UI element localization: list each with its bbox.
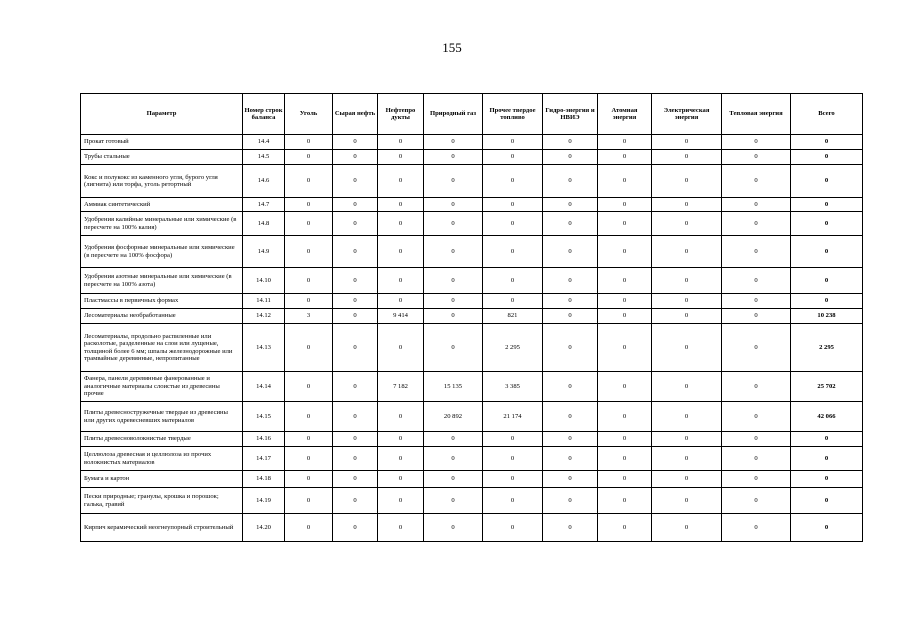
header-cell: Уголь [285,94,333,135]
row-number: 14.8 [243,212,285,236]
cell-value: 0 [285,294,333,309]
cell-value: 0 [598,432,652,447]
cell-value: 0 [333,150,378,165]
cell-value: 0 [483,150,543,165]
row-label: Пески природные; гранулы, крошка и порошок; галька, гравий [81,488,243,514]
cell-value: 0 [598,294,652,309]
row-number: 14.15 [243,402,285,432]
cell-value: 0 [483,432,543,447]
cell-value: 0 [333,268,378,294]
cell-value: 0 [333,212,378,236]
cell-value: 0 [722,372,791,402]
cell-value: 0 [424,212,483,236]
energy-balance-table [80,93,863,542]
cell-value: 0 [378,488,424,514]
cell-value: 0 [598,198,652,212]
cell-value: 0 [598,212,652,236]
row-number: 14.13 [243,324,285,372]
cell-value: 0 [285,432,333,447]
row-number: 14.9 [243,236,285,268]
row-label: Аммиак синтетический [81,198,243,212]
cell-value: 0 [598,309,652,324]
cell-value: 0 [333,432,378,447]
table-row [81,294,863,309]
cell-value: 0 [543,268,598,294]
cell-value: 0 [652,268,722,294]
cell-value: 21 174 [483,402,543,432]
cell-value: 0 [333,324,378,372]
cell-value: 0 [378,236,424,268]
cell-value: 0 [378,268,424,294]
cell-value: 0 [483,236,543,268]
cell-value: 0 [722,212,791,236]
cell-value: 0 [598,471,652,488]
row-number: 14.6 [243,165,285,198]
cell-total: 0 [791,165,863,198]
cell-value: 0 [652,471,722,488]
cell-value: 0 [543,135,598,150]
header-cell: Природный газ [424,94,483,135]
cell-value: 0 [598,324,652,372]
row-label: Удобрения азотные минеральные или химические (в пересчете на 100% азота) [81,268,243,294]
row-number: 14.10 [243,268,285,294]
cell-value: 0 [598,514,652,542]
cell-value: 0 [722,447,791,471]
table-row [81,135,863,150]
cell-value: 0 [424,135,483,150]
cell-value: 0 [652,236,722,268]
cell-value: 0 [652,488,722,514]
header-cell: Сырая нефть [333,94,378,135]
cell-value: 0 [483,294,543,309]
cell-value: 0 [543,198,598,212]
cell-value: 0 [424,268,483,294]
row-label: Целлюлоза древесная и целлюлоза из прочих волокнистых материалов [81,447,243,471]
cell-value: 0 [378,150,424,165]
cell-value: 0 [652,372,722,402]
header-cell: Атомная энергия [598,94,652,135]
cell-value: 0 [543,150,598,165]
cell-total: 2 295 [791,324,863,372]
cell-value: 0 [722,198,791,212]
cell-total: 0 [791,432,863,447]
row-number: 14.12 [243,309,285,324]
cell-value: 7 182 [378,372,424,402]
cell-value: 0 [652,165,722,198]
cell-value: 0 [652,135,722,150]
cell-value: 0 [483,268,543,294]
cell-value: 0 [722,471,791,488]
cell-value: 0 [722,514,791,542]
cell-value: 0 [543,324,598,372]
cell-value: 0 [424,447,483,471]
cell-value: 0 [722,135,791,150]
table-row [81,198,863,212]
row-label: Лесоматериалы необработанные [81,309,243,324]
cell-value: 0 [285,514,333,542]
cell-value: 0 [722,432,791,447]
cell-value: 0 [378,135,424,150]
cell-value: 0 [722,402,791,432]
cell-value: 0 [333,488,378,514]
cell-value: 0 [722,268,791,294]
cell-value: 0 [543,514,598,542]
cell-value: 0 [333,471,378,488]
cell-value: 0 [652,309,722,324]
cell-value: 0 [652,324,722,372]
table-row [81,309,863,324]
cell-value: 0 [378,514,424,542]
table-row [81,324,863,372]
cell-value: 0 [483,165,543,198]
row-label: Бумага и картон [81,471,243,488]
cell-value: 0 [543,236,598,268]
cell-value: 0 [424,294,483,309]
cell-total: 0 [791,198,863,212]
cell-value: 0 [543,432,598,447]
cell-value: 0 [483,471,543,488]
page-number: 155 [442,40,462,55]
cell-total: 25 702 [791,372,863,402]
cell-value: 0 [483,447,543,471]
cell-value: 0 [543,488,598,514]
cell-value: 821 [483,309,543,324]
row-number: 14.20 [243,514,285,542]
cell-value: 0 [424,150,483,165]
cell-total: 0 [791,212,863,236]
cell-value: 0 [285,268,333,294]
cell-value: 0 [598,268,652,294]
cell-value: 0 [424,432,483,447]
cell-value: 0 [722,324,791,372]
cell-value: 0 [424,488,483,514]
cell-value: 0 [285,212,333,236]
row-label: Удобрения фосфорные минеральные или химические (в пересчете на 100% фосфора) [81,236,243,268]
header-cell: Всего [791,94,863,135]
row-number: 14.17 [243,447,285,471]
cell-value: 0 [333,135,378,150]
table-row [81,432,863,447]
cell-value: 20 892 [424,402,483,432]
cell-value: 0 [285,471,333,488]
cell-value: 0 [652,402,722,432]
cell-value: 0 [722,236,791,268]
cell-value: 0 [652,447,722,471]
cell-value: 0 [483,514,543,542]
cell-total: 0 [791,294,863,309]
row-number: 14.7 [243,198,285,212]
cell-value: 0 [722,309,791,324]
cell-value: 0 [722,488,791,514]
cell-value: 0 [483,212,543,236]
row-label: Лесоматериалы, продольно распиленные или расколотые, разделенные на слои или лущеные, толщиной более 6 мм; шпалы железнодорожные или трамвайные деревянные, непропитанные [81,324,243,372]
cell-value: 0 [722,165,791,198]
row-label: Плиты древесноволокнистые твердые [81,432,243,447]
row-number: 14.14 [243,372,285,402]
cell-value: 0 [652,212,722,236]
cell-value: 0 [333,447,378,471]
table-row [81,488,863,514]
row-label: Кирпич керамический неогнеупорный строительный [81,514,243,542]
cell-value: 0 [285,402,333,432]
cell-value: 0 [598,402,652,432]
cell-total: 0 [791,447,863,471]
cell-value: 0 [378,294,424,309]
cell-value: 0 [378,471,424,488]
cell-value: 0 [285,447,333,471]
row-label: Фанера, панели деревянные фанерованные и аналогичные материалы слоистые из древесины прочие [81,372,243,402]
header-cell: Нефтепро дукты [378,94,424,135]
cell-value: 0 [722,150,791,165]
cell-value: 0 [652,150,722,165]
header-cell: Прочее твердое топливо [483,94,543,135]
cell-value: 0 [543,212,598,236]
cell-value: 0 [378,447,424,471]
row-number: 14.16 [243,432,285,447]
cell-value: 15 135 [424,372,483,402]
table-row [81,471,863,488]
cell-value: 0 [333,402,378,432]
cell-value: 0 [598,372,652,402]
cell-value: 3 [285,309,333,324]
row-label: Трубы стальные [81,150,243,165]
cell-value: 0 [598,236,652,268]
cell-value: 0 [285,150,333,165]
cell-value: 0 [652,198,722,212]
cell-value: 9 414 [378,309,424,324]
table-row [81,402,863,432]
cell-total: 0 [791,471,863,488]
cell-value: 0 [543,447,598,471]
cell-value: 0 [285,198,333,212]
table-row [81,268,863,294]
header-row [81,94,863,135]
row-label: Плиты древесностружечные твердые из древесины или других одревесневших материалов [81,402,243,432]
cell-value: 0 [722,294,791,309]
cell-value: 0 [378,402,424,432]
cell-value: 0 [424,236,483,268]
table-row [81,372,863,402]
row-label: Прокат готовый [81,135,243,150]
cell-value: 2 295 [483,324,543,372]
table-row [81,212,863,236]
cell-value: 0 [378,212,424,236]
row-number: 14.11 [243,294,285,309]
cell-value: 0 [543,372,598,402]
row-label: Удобрения калийные минеральные или химические (в пересчете на 100% калия) [81,212,243,236]
cell-value: 0 [483,198,543,212]
header-cell: Электрическая энергия [652,94,722,135]
cell-value: 0 [543,294,598,309]
cell-value: 0 [543,471,598,488]
cell-value: 0 [598,488,652,514]
cell-value: 0 [598,165,652,198]
cell-value: 0 [483,488,543,514]
header-cell: Гидро-энергия и НВИЭ [543,94,598,135]
table-row [81,150,863,165]
row-number: 14.19 [243,488,285,514]
cell-value: 0 [333,514,378,542]
cell-total: 10 238 [791,309,863,324]
cell-value: 0 [543,309,598,324]
cell-total: 0 [791,236,863,268]
cell-total: 0 [791,268,863,294]
cell-value: 0 [483,135,543,150]
cell-value: 0 [333,372,378,402]
cell-total: 0 [791,488,863,514]
table-row [81,165,863,198]
cell-total: 0 [791,150,863,165]
table-body [81,135,863,542]
cell-total: 42 066 [791,402,863,432]
cell-value: 0 [378,432,424,447]
cell-value: 3 385 [483,372,543,402]
header-cell: Параметр [81,94,243,135]
table-row [81,236,863,268]
cell-value: 0 [285,236,333,268]
cell-value: 0 [424,324,483,372]
cell-value: 0 [424,165,483,198]
cell-value: 0 [333,294,378,309]
row-number: 14.18 [243,471,285,488]
cell-value: 0 [378,324,424,372]
cell-value: 0 [543,165,598,198]
row-label: Пластмассы в первичных формах [81,294,243,309]
cell-total: 0 [791,135,863,150]
header-cell: Номер строк баланса [243,94,285,135]
cell-value: 0 [333,236,378,268]
cell-value: 0 [378,165,424,198]
row-label: Кокс и полукокс из каменного угля, бурого угля (лигнита) или торфа, уголь ретортный [81,165,243,198]
cell-value: 0 [598,150,652,165]
table-row [81,447,863,471]
row-number: 14.4 [243,135,285,150]
cell-value: 0 [598,135,652,150]
cell-value: 0 [333,165,378,198]
cell-value: 0 [333,309,378,324]
cell-value: 0 [424,471,483,488]
cell-value: 0 [285,135,333,150]
cell-value: 0 [333,198,378,212]
cell-value: 0 [285,324,333,372]
cell-value: 0 [543,402,598,432]
cell-value: 0 [598,447,652,471]
cell-value: 0 [285,372,333,402]
cell-total: 0 [791,514,863,542]
table-row [81,514,863,542]
cell-value: 0 [424,309,483,324]
cell-value: 0 [652,294,722,309]
cell-value: 0 [285,165,333,198]
cell-value: 0 [424,198,483,212]
cell-value: 0 [652,432,722,447]
cell-value: 0 [652,514,722,542]
cell-value: 0 [285,488,333,514]
header-cell: Тепловая энергия [722,94,791,135]
cell-value: 0 [378,198,424,212]
row-number: 14.5 [243,150,285,165]
cell-value: 0 [424,514,483,542]
